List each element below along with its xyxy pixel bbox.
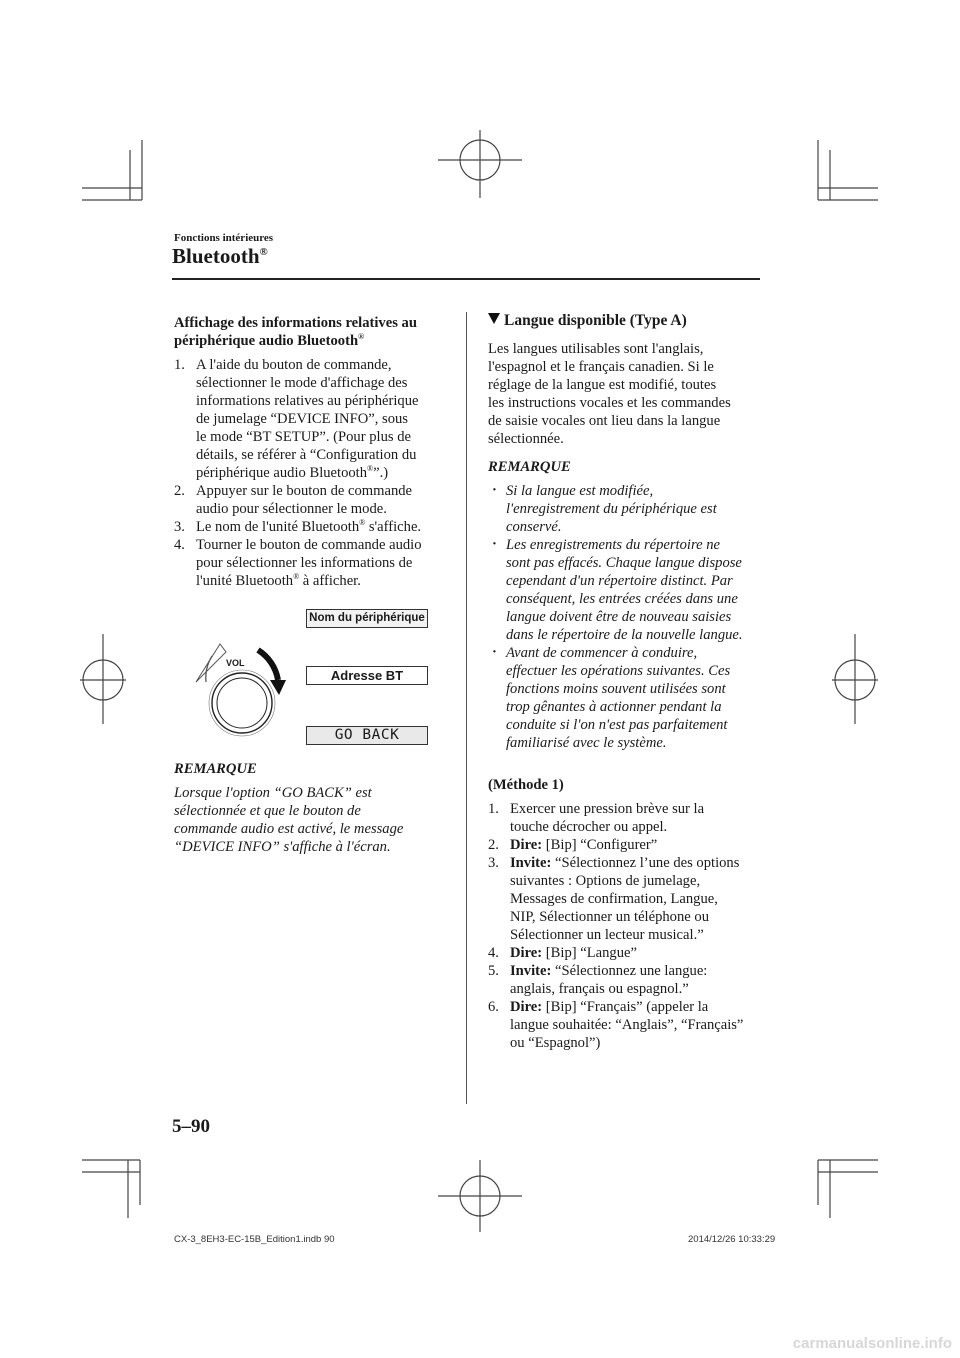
display-go-back: GO BACK — [306, 726, 428, 745]
list-item: 4. Tourner le bouton de commande audio pour sélectionner les informations de l'unité Bluetooth® à afficher. — [174, 537, 422, 589]
method-steps — [488, 800, 764, 1052]
triangle-bullet-icon — [488, 313, 500, 324]
list-item: 5. Invite: “Sélectionnez une langue: anglais, français ou espagnol.” — [488, 963, 708, 997]
note-title: REMARQUE — [488, 459, 571, 475]
list-item: 1. Exercer une pression brève sur la touche décrocher ou appel. — [488, 801, 705, 835]
intro-paragraph: Les langues utilisables sont l'anglais, l'espagnol et le français canadien. Si le réglage de la langue est modifié, toutes les instructions vocales et les commandes de saisie vocales ont lieu dans la langue sélectionnée. — [488, 341, 731, 447]
display-bt-address: Adresse BT — [306, 666, 428, 685]
page-number: 5–90 — [172, 1116, 210, 1137]
list-item: · Avant de commencer à conduire, effectuer les opérations suivantes. Ces fonctions moins souvent utilisées sont trop gênantes à actionner pendant la conduite si l'on n'est pas parfaitement familiarisé avec le système. — [488, 644, 764, 752]
print-timestamp: 2014/12/26 10:33:29 — [688, 1234, 776, 1245]
column-divider — [466, 312, 467, 1104]
section-breadcrumb: Fonctions intérieures — [174, 232, 274, 244]
display-device-name: Nom du périphérique — [306, 609, 428, 628]
list-item: · Les enregistrements du répertoire ne sont pas effacés. Chaque langue dispose cependant d'un répertoire distinct. Par conséquent, les entrées créées dans une langue doivent être de nouveau saisies dans le répertoire de la nouvelle langue. — [488, 536, 764, 644]
vol-label: VOL — [226, 658, 245, 668]
note-title: REMARQUE — [174, 761, 257, 777]
list-item: · Si la langue est modifiée, l'enregistrement du périphérique est conservé. — [488, 482, 764, 536]
list-item: 2. Dire: [Bip] “Configurer” — [488, 837, 658, 853]
list-item: 2. Appuyer sur le bouton de commande audio pour sélectionner le mode. — [174, 483, 413, 517]
right-column — [488, 312, 764, 1052]
list-item: 3. Invite: “Sélectionnez l’une des options suivantes : Options de jumelage, Messages de confirmation, Langue, NIP, Sélectionner un téléphone ou Sélectionner un lecteur musical.” — [488, 855, 740, 943]
list-item: 3. Le nom de l'unité Bluetooth® s'affiche. — [174, 518, 422, 535]
list-item: 4. Dire: [Bip] “Langue” — [488, 945, 637, 961]
left-heading: Affichage des informations relatives au périphérique audio Bluetooth® — [174, 315, 417, 349]
header-divider — [172, 278, 760, 280]
left-note — [174, 760, 444, 856]
section-heading: Langue disponible (Type A) — [488, 312, 764, 330]
watermark: carmanualsonline.info — [792, 1335, 952, 1352]
page-title: Bluetooth® — [172, 244, 268, 268]
note-bullets — [488, 482, 764, 752]
list-item: 6. Dire: [Bip] “Français” (appeler la langue souhaitée: “Anglais”, “Français” ou “Espagnol”) — [488, 999, 744, 1051]
method-title: (Méthode 1) — [488, 777, 564, 793]
note-text: Lorsque l'option “GO BACK” est sélectionnée et que le bouton de commande audio est activé, le message “DEVICE INFO” s'affiche à l'écran. — [174, 785, 404, 855]
list-item: 1. A l'aide du bouton de commande, sélectionner le mode d'affichage des informations relatives au périphérique de jumelage “DEVICE INFO”, sous le mode “BT SETUP”. (Pour plus de détails, se référer à “Configuration du périphérique audio Bluetooth®”.) — [174, 357, 419, 481]
file-info: CX-3_8EH3-EC-15B_Edition1.indb 90 — [174, 1234, 335, 1245]
left-column — [174, 314, 444, 590]
device-info-steps — [174, 356, 444, 590]
